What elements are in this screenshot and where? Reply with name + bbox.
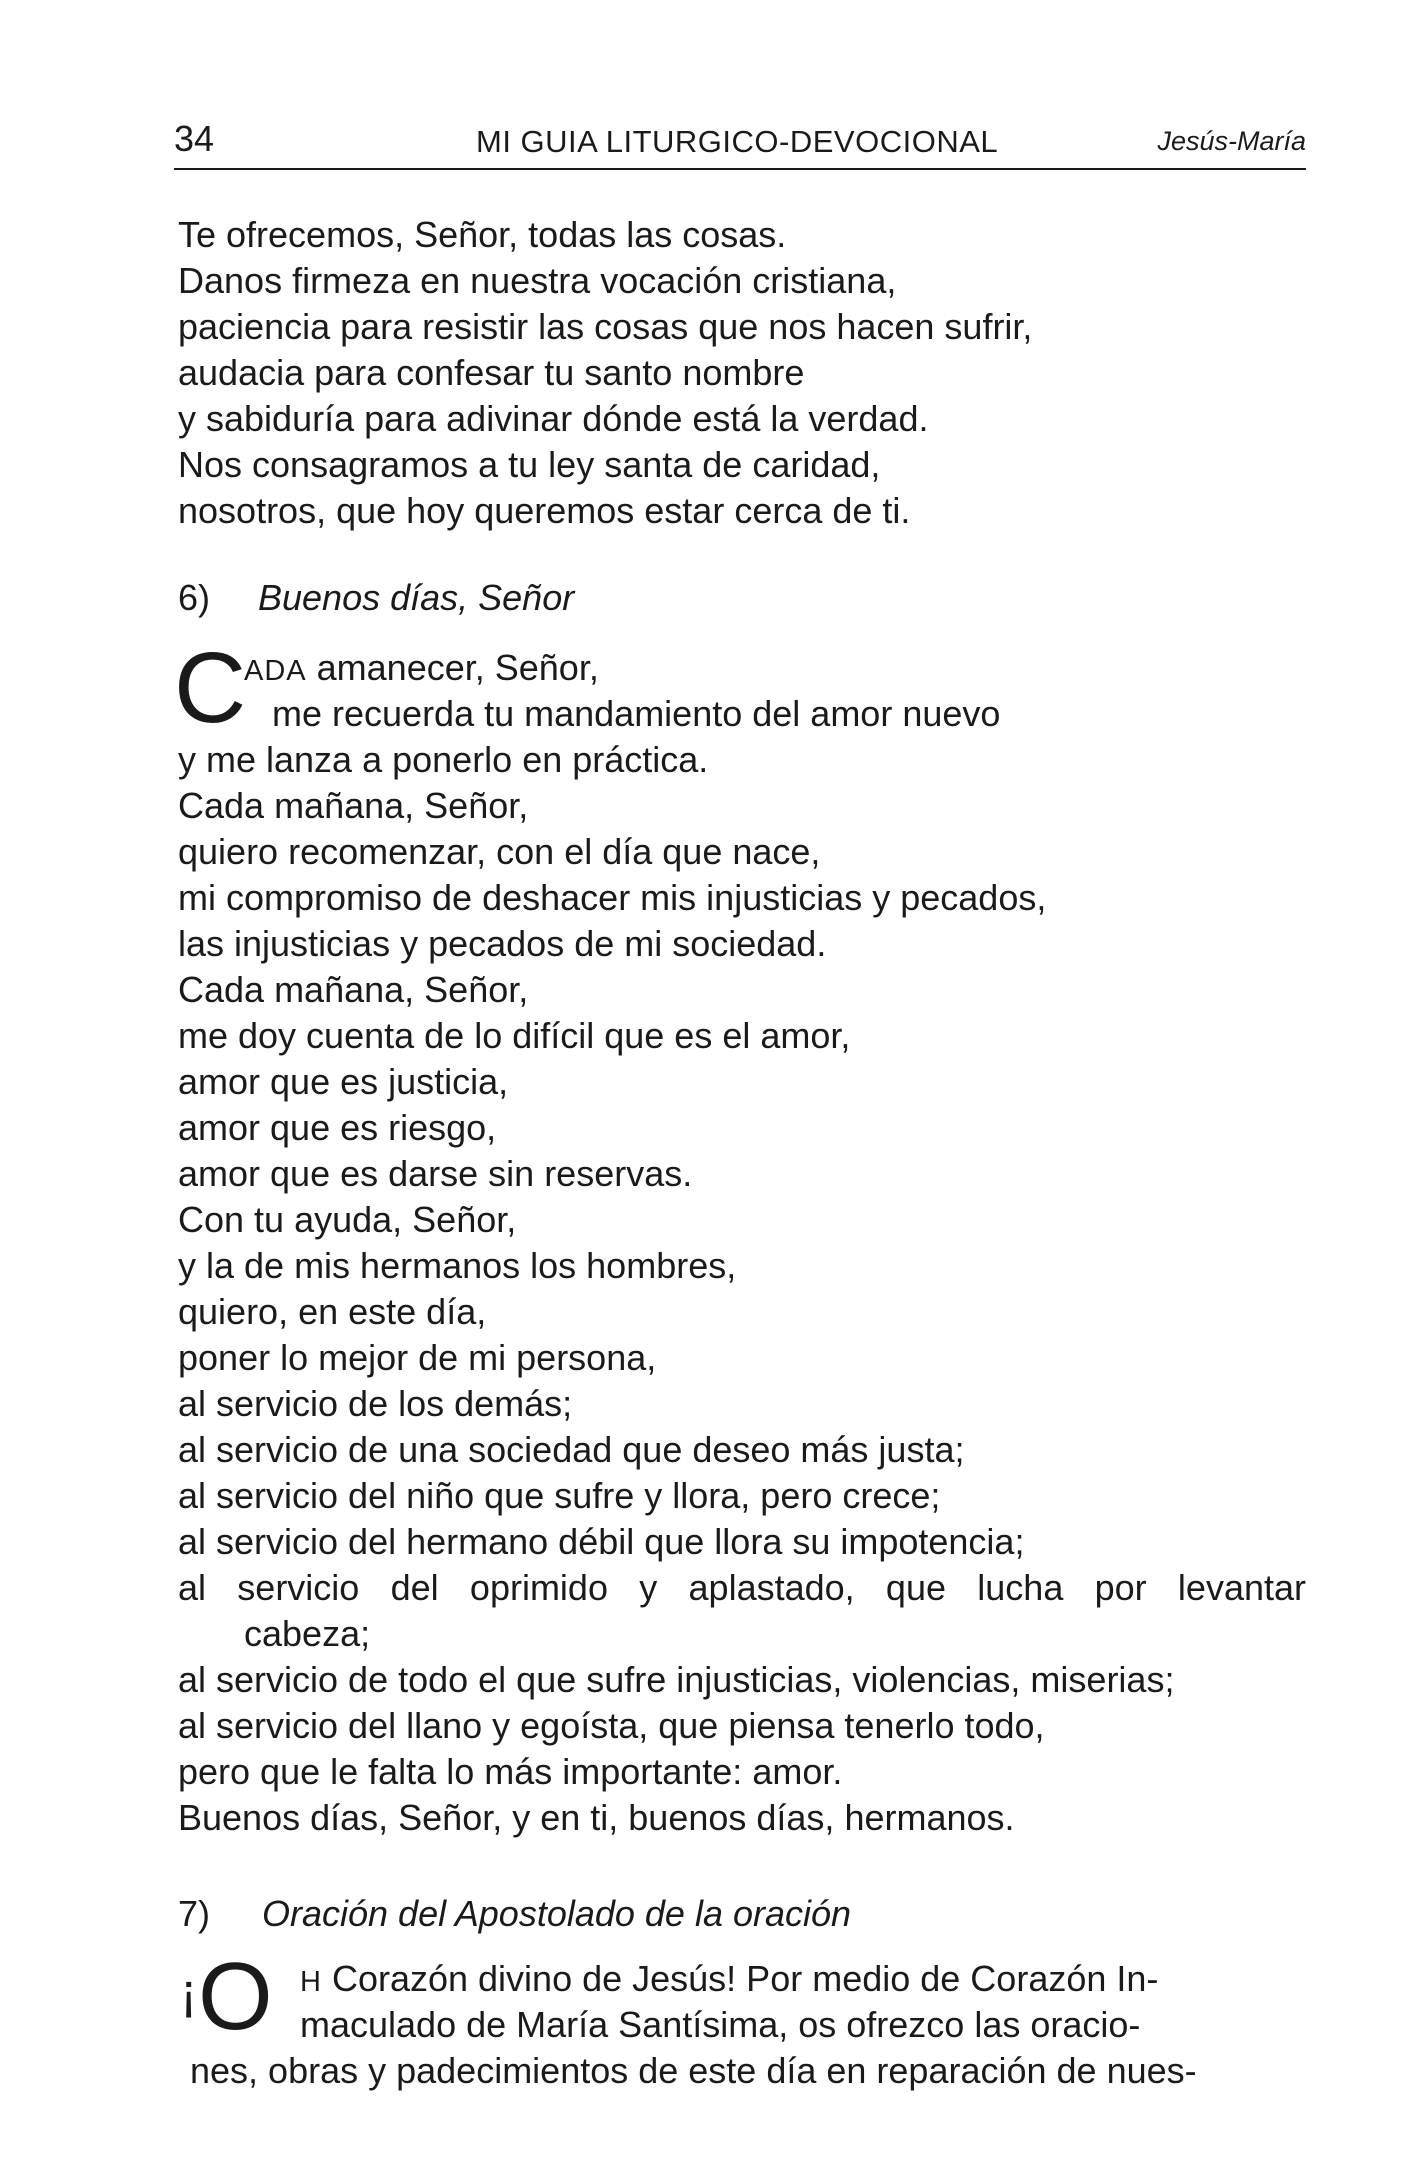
drop-cap: O <box>198 1943 273 2050</box>
text-line: audacia para confesar tu santo nombre <box>178 352 805 393</box>
header-subject: Jesús-María <box>1157 126 1306 156</box>
text-line: Cada mañana, Señor, <box>178 969 529 1010</box>
text-line: amor que es riesgo, <box>178 1107 497 1148</box>
page-number: 34 <box>174 118 215 159</box>
section-number: 6) <box>178 577 211 618</box>
text-line: nes, obras y padecimientos de este día en reparación de nues- <box>190 2050 1197 2091</box>
header-rule <box>174 168 1306 170</box>
text-line: y sabiduría para adivinar dónde está la verdad. <box>178 398 929 439</box>
text-line: al servicio del llano y egoísta, que piensa tenerlo todo, <box>178 1705 1045 1746</box>
text-line: amor que es justicia, <box>178 1061 509 1102</box>
section-title: Oración del Apostolado de la oración <box>262 1893 852 1934</box>
text-line: y la de mis hermanos los hombres, <box>178 1245 737 1286</box>
text-line: Te ofrecemos, Señor, todas las cosas. <box>178 214 787 255</box>
section-heading <box>178 575 574 621</box>
text-fragment: amanecer, Señor, <box>306 647 599 688</box>
book-title: MI GUIA LITURGICO-DEVOCIONAL <box>476 124 999 159</box>
section-title: Buenos días, Señor <box>258 577 575 618</box>
small-caps-word: H <box>300 1966 322 1998</box>
text-line: Nos consagramos a tu ley santa de caridad, <box>178 444 881 485</box>
section-number: 7) <box>178 1893 211 1934</box>
text-fragment: Corazón divino de Jesús! Por medio de Corazón In- <box>321 1958 1159 1999</box>
text-line: pero que le falta lo más importante: amor. <box>178 1751 843 1792</box>
text-line: nosotros, que hoy queremos estar cerca de ti. <box>178 490 911 531</box>
section-heading <box>178 1891 851 1937</box>
text-line: mi compromiso de deshacer mis injusticias y pecados, <box>178 877 1047 918</box>
text-line: me doy cuenta de lo difícil que es el amor, <box>178 1015 851 1056</box>
text-line: al servicio de una sociedad que deseo más justa; <box>178 1429 965 1470</box>
page-header <box>174 118 1306 162</box>
text-line: Danos firmeza en nuestra vocación cristiana, <box>178 260 897 301</box>
text-line <box>300 1956 1158 2005</box>
text-line: quiero, en este día, <box>178 1291 487 1332</box>
text-line: al servicio del niño que sufre y llora, pero crece; <box>178 1475 941 1516</box>
text-line: y me lanza a ponerlo en práctica. <box>178 739 709 780</box>
text-line <box>244 645 599 694</box>
text-line: las injusticias y pecados de mi sociedad. <box>178 923 827 964</box>
text-line: paciencia para resistir las cosas que nos hacen sufrir, <box>178 306 1033 347</box>
text-line: Buenos días, Señor, y en ti, buenos días, hermanos. <box>178 1797 1015 1838</box>
text-line: maculado de María Santísima, os ofrezco las oracio- <box>300 2004 1141 2045</box>
text-line: al servicio del hermano débil que llora su impotencia; <box>178 1521 1025 1562</box>
exclamation-mark: ¡ <box>180 1963 198 2021</box>
text-line: Cada mañana, Señor, <box>178 785 529 826</box>
text-line: amor que es darse sin reservas. <box>178 1153 693 1194</box>
text-line: cabeza; <box>244 1613 371 1654</box>
text-line: al servicio de todo el que sufre injusticias, violencias, miserias; <box>178 1659 1175 1700</box>
drop-cap: C <box>174 632 247 744</box>
text-line: al servicio del oprimido y aplastado, que lucha por levantar <box>178 1567 1306 1608</box>
text-line: al servicio de los demás; <box>178 1383 573 1424</box>
small-caps-word: ADA <box>244 655 307 687</box>
text-line: quiero recomenzar, con el día que nace, <box>178 831 821 872</box>
text-line: poner lo mejor de mi persona, <box>178 1337 657 1378</box>
text-line: Con tu ayuda, Señor, <box>178 1199 517 1240</box>
text-line: me recuerda tu mandamiento del amor nuevo <box>272 693 1001 734</box>
